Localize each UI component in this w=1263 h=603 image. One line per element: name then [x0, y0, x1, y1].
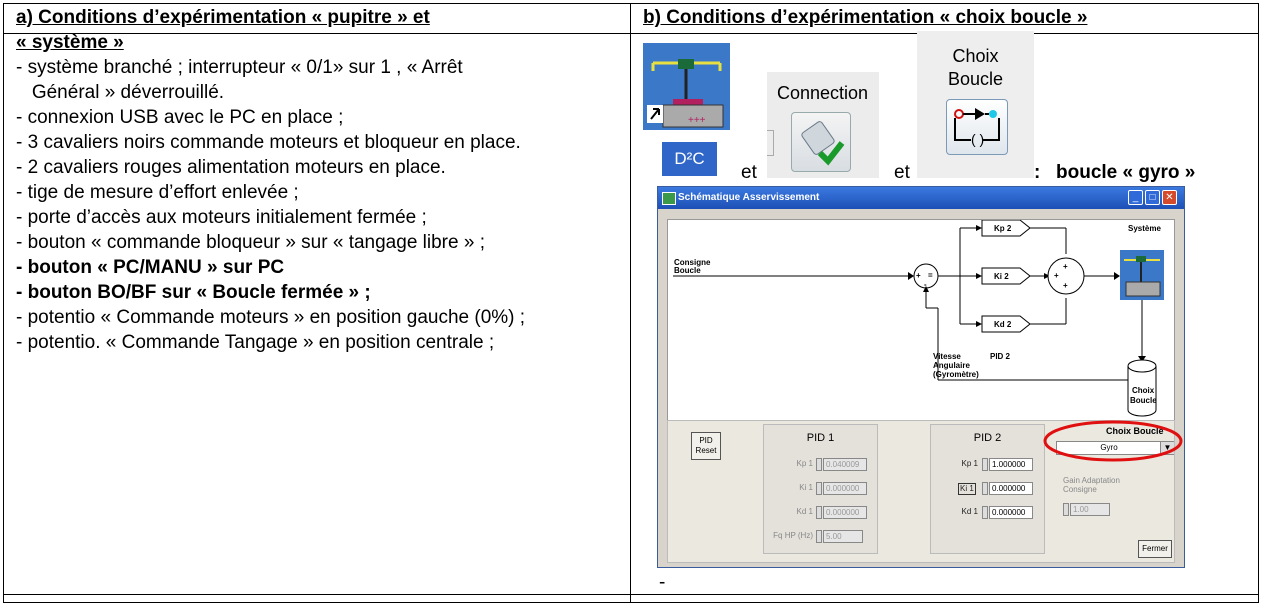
gain-label-1: Gain Adaptation [1063, 476, 1120, 485]
connection-label: Connection [777, 83, 869, 103]
choix-cyl-label-1: Choix [1132, 386, 1155, 395]
ki2-label: Ki 1 [960, 484, 974, 493]
sum2-plus-bottom: + [1063, 281, 1068, 290]
svg-text:( ): ( ) [971, 131, 985, 147]
choix-boucle-button[interactable] [946, 99, 1008, 155]
pid-reset-label-1: PID [699, 436, 713, 445]
connection-panel [767, 72, 879, 178]
choix-boucle-label-1: Choix [952, 46, 999, 66]
kd1-label: Kd 1 [796, 507, 813, 516]
choix-boucle-value: Gyro [1100, 443, 1118, 452]
pid-reset-label-2: Reset [695, 446, 717, 455]
column-divider [630, 3, 631, 603]
left-cell [16, 5, 626, 355]
kp1-spinner[interactable] [816, 458, 822, 471]
systeme-label: Système [1128, 224, 1161, 233]
maximize-button[interactable]: □ [1145, 190, 1160, 205]
minimize-button[interactable]: _ [1128, 190, 1143, 205]
app-small-icon [662, 192, 676, 205]
panel-edge [767, 130, 774, 156]
dialog-title: Schématique Asservissement [678, 192, 820, 203]
et-label-1: et [741, 162, 757, 183]
kp1-label: Kp 1 [796, 459, 813, 468]
usb-plug-check-icon [792, 113, 850, 171]
ki2-block-label: Ki 2 [994, 272, 1009, 281]
right-header: b) Conditions d’expérimentation « choix boucle » [643, 7, 1088, 28]
choix-cyl-label-2: Boucle [1130, 396, 1157, 405]
loop-select-icon [947, 100, 1007, 154]
condition-line: - système branché ; interrupteur « 0/1» sur 1 , « Arrêt [16, 57, 463, 78]
d2c-label-box: D²C [662, 142, 717, 176]
ki1-spinner[interactable] [816, 482, 822, 495]
consigne-label-1: Consigne [674, 258, 711, 267]
sum1-equal: = [928, 271, 933, 280]
kp1-input[interactable]: 0.040009 [823, 458, 867, 471]
sum2-plus-left: + [1054, 271, 1059, 280]
pid1-title: PID 1 [806, 432, 835, 444]
left-header-line1: a) Conditions d’expérimentation « pupitre » et [16, 7, 430, 28]
schematic-canvas [667, 219, 1175, 447]
condition-line: - potentio. « Commande Tangage » en position centrale ; [16, 332, 495, 353]
condition-line: Général » déverrouillé. [16, 82, 225, 103]
et-label-2: et [894, 162, 910, 183]
kd2-spinner[interactable] [982, 506, 988, 519]
vitesse-label-1: Vitesse [933, 352, 961, 361]
sum2-plus-top: + [1063, 262, 1068, 271]
condition-line: - bouton BO/BF sur « Boucle fermée » ; [16, 282, 371, 303]
bottom-row-divider [3, 594, 1259, 595]
gain-label-2: Consigne [1063, 485, 1097, 494]
colon-label: : [1034, 162, 1041, 183]
consigne-label-2: Boucle [674, 266, 701, 275]
left-header-line2: « système » [16, 32, 124, 53]
choix-boucle-label-2: Boucle [947, 69, 1004, 89]
condition-line: - bouton « commande bloqueur » sur « tangage libre » ; [16, 232, 485, 253]
system-icon [643, 43, 730, 130]
d2c-app-icon [643, 43, 730, 130]
dialog-title-bar [658, 187, 1184, 209]
kp2-label: Kp 1 [961, 459, 978, 468]
choix-boucle-title: Choix Boucle [1106, 426, 1164, 436]
kd1-input[interactable]: 0.000000 [823, 506, 867, 519]
highlight-ellipse [1042, 419, 1184, 463]
fermer-button[interactable]: Fermer [1138, 540, 1172, 558]
kp2-input[interactable]: 1.000000 [989, 458, 1033, 471]
sum1-plus: + [916, 271, 921, 280]
ki1-input[interactable]: 0.000000 [823, 482, 867, 495]
condition-list [16, 55, 626, 355]
fq-label: Fq HP (Hz) [773, 531, 813, 540]
gain-input[interactable]: 1.00 [1070, 503, 1110, 516]
boucle-gyro-label: boucle « gyro » [1056, 162, 1196, 183]
condition-line: - potentio « Commande moteurs » en position gauche (0%) ; [16, 307, 526, 328]
fq-spinner[interactable] [816, 530, 822, 543]
kp2-spinner[interactable] [982, 458, 988, 471]
svg-text:+++: +++ [688, 115, 706, 126]
vitesse-label-2: Angulaire [933, 361, 970, 370]
pid2-diagram-label: PID 2 [990, 352, 1011, 361]
connection-button[interactable] [791, 112, 851, 172]
block-diagram [668, 220, 1174, 446]
kd2-label: Kd 1 [961, 507, 978, 516]
kd2-input[interactable]: 0.000000 [989, 506, 1033, 519]
condition-line: - connexion USB avec le PC en place ; [16, 107, 344, 128]
fq-input[interactable]: 5.00 [823, 530, 863, 543]
pid2-title: PID 2 [973, 432, 1002, 444]
trailing-dash: - [659, 572, 666, 593]
condition-line: - bouton « PC/MANU » sur PC [16, 257, 285, 278]
chevron-down-icon[interactable]: ▼ [1160, 442, 1174, 454]
ki2-spinner[interactable] [982, 482, 988, 495]
pid-reset-button[interactable] [691, 432, 721, 460]
condition-line: - porte d’accès aux moteurs initialement fermée ; [16, 207, 427, 228]
kd1-spinner[interactable] [816, 506, 822, 519]
choix-boucle-panel [917, 31, 1034, 178]
condition-line: - tige de mesure d’effort enlevée ; [16, 182, 299, 203]
sum1-minus: - [924, 280, 927, 289]
close-button[interactable]: ✕ [1162, 190, 1177, 205]
condition-line: - 2 cavaliers rouges alimentation moteurs en place. [16, 157, 446, 178]
ki1-label: Ki 1 [799, 483, 813, 492]
kp2-block-label: Kp 2 [994, 224, 1012, 233]
ki2-input[interactable]: 0.000000 [989, 482, 1033, 495]
condition-line: - 3 cavaliers noirs commande moteurs et bloqueur en place. [16, 132, 521, 153]
schematique-dialog [657, 186, 1185, 568]
vitesse-label-3: (Gyromètre) [933, 370, 979, 379]
gain-spinner[interactable] [1063, 503, 1069, 516]
kd2-block-label: Kd 2 [994, 320, 1012, 329]
